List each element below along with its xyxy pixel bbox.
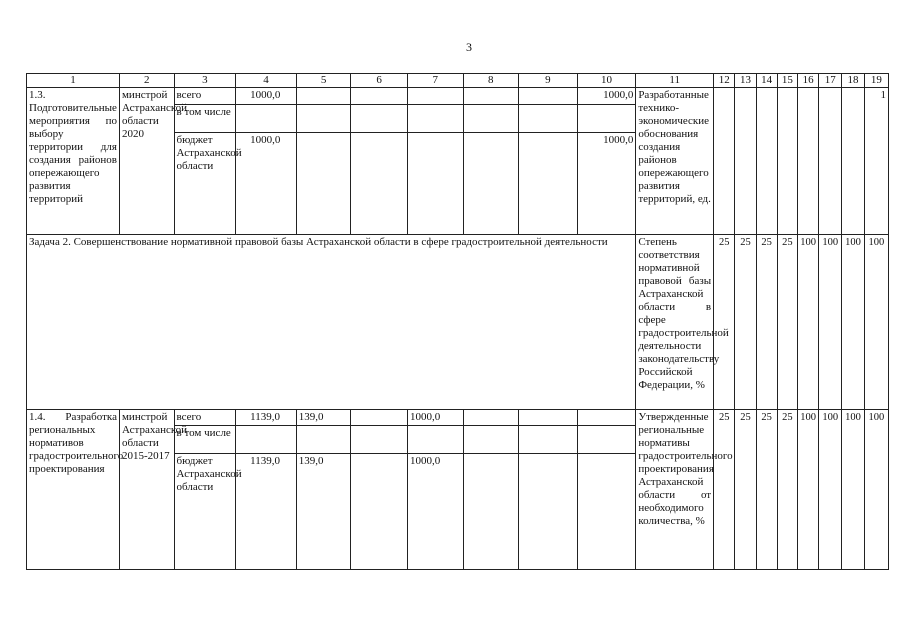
value-cell: 25: [714, 410, 735, 570]
header-cell: 14: [756, 74, 777, 88]
page-number: 3: [466, 40, 472, 54]
value-cell: 100: [864, 235, 888, 410]
executor-1-3: минстрой Астраханской области 2020: [119, 88, 174, 235]
indicator-task-2: Степень соответствия нормативной правовой базы Астраханской области в сфере градостроительной деятельности законодательству Российской Федерации, %: [636, 235, 714, 410]
header-cell: 18: [842, 74, 864, 88]
header-cell: 19: [864, 74, 888, 88]
value-cell: 139,0: [296, 454, 351, 570]
header-cell: 7: [407, 74, 463, 88]
value-cell: 139,0: [296, 410, 351, 426]
value-cell: 25: [756, 235, 777, 410]
activity-name-1-3: 1.3. Подготовительные мероприятия по выбору территории для создания районов опережающего развития территорий: [27, 88, 120, 235]
value-cell: 100: [842, 235, 864, 410]
value-cell: 1000,0: [407, 410, 463, 426]
budget-label: бюджет Астраханской области: [174, 454, 236, 570]
header-cell: 10: [577, 74, 636, 88]
value-cell: 1000,0: [236, 133, 297, 235]
header-cell: 17: [819, 74, 842, 88]
executor-1-4: минстрой Астраханской области 2015-2017: [119, 410, 174, 570]
value-cell: 25: [735, 235, 756, 410]
value-cell: 100: [819, 410, 842, 570]
value-cell: 1000,0: [577, 133, 636, 235]
value-cell: 100: [797, 410, 818, 570]
value-cell: 25: [714, 235, 735, 410]
activity-name-1-4: 1.4. Разработка региональных нормативов градостроительного проектирования: [27, 410, 120, 570]
value-cell: 25: [735, 410, 756, 570]
value-cell: 25: [777, 235, 797, 410]
header-cell: 16: [797, 74, 818, 88]
header-cell: 1: [27, 74, 120, 88]
row-1-3-total: [27, 88, 889, 105]
row-1-4-total: [27, 410, 889, 426]
task-2-row: [27, 235, 889, 410]
value-cell: 1139,0: [236, 410, 297, 426]
header-cell: 11: [636, 74, 714, 88]
header-cell: 15: [777, 74, 797, 88]
header-cell: 6: [351, 74, 408, 88]
value-cell: 25: [756, 410, 777, 570]
value-cell: 1: [864, 88, 888, 235]
budget-label: бюджет Астраханской области: [174, 133, 236, 235]
header-cell: 4: [236, 74, 297, 88]
header-cell: 13: [735, 74, 756, 88]
header-cell: 9: [519, 74, 578, 88]
value-cell: 1000,0: [577, 88, 636, 105]
value-cell: 100: [819, 235, 842, 410]
header-cell: 3: [174, 74, 236, 88]
value-cell: 100: [864, 410, 888, 570]
task-2-text: Задача 2. Совершенствование нормативной правовой базы Астраханской области в сфере градостроительной деятельности: [27, 235, 636, 410]
value-cell: 1000,0: [407, 454, 463, 570]
incl-label: в том числе: [174, 426, 236, 454]
header-cell: 12: [714, 74, 735, 88]
indicator-1-3: Разработанные технико-экономические обоснования создания районов опережающего развития территорий, ед.: [636, 88, 714, 235]
header-row: [27, 74, 889, 88]
incl-label: в том числе: [174, 105, 236, 133]
header-cell: 5: [296, 74, 351, 88]
value-cell: 100: [842, 410, 864, 570]
value-cell: 1139,0: [236, 454, 297, 570]
value-cell: 100: [797, 235, 818, 410]
header-cell: 8: [463, 74, 519, 88]
value-cell: 1000,0: [236, 88, 297, 105]
value-cell: 25: [777, 410, 797, 570]
header-cell: 2: [119, 74, 174, 88]
total-label: всего: [174, 410, 236, 426]
total-label: всего: [174, 88, 236, 105]
program-table: [26, 73, 889, 570]
indicator-1-4: Утвержденные региональные нормативы градостроительного проектирования Астраханской области от необходимого количества, %: [636, 410, 714, 570]
